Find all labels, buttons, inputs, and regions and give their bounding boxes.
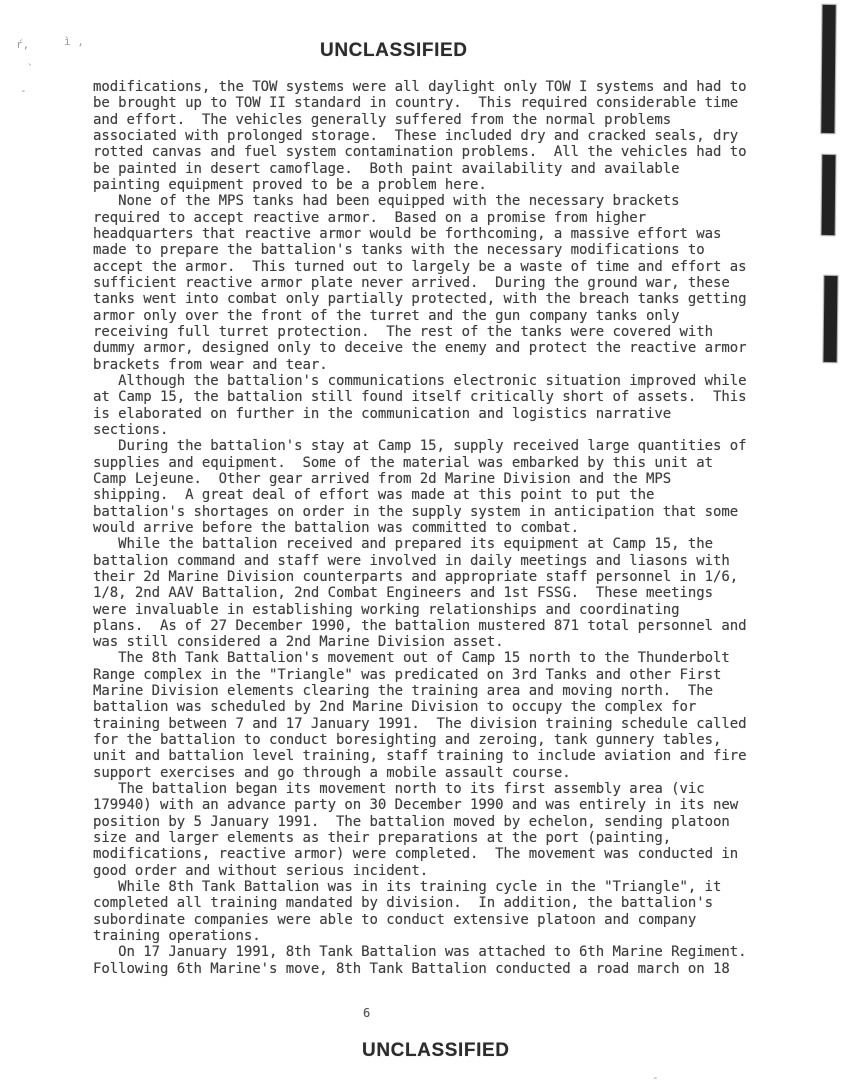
text-line: armor only over the front of the turret and the gun company tanks only — [93, 307, 680, 324]
text-line: training operations. — [93, 928, 261, 945]
redaction-bar — [822, 155, 836, 235]
text-line: battalion command and staff were involved in daily meetings and liasons with — [93, 552, 730, 569]
text-line: unit and battalion level training, staff training to include aviation and fire — [93, 748, 747, 765]
text-line: was still considered a 2nd Marine Division asset. — [93, 634, 504, 651]
text-line: tanks went into combat only partially protected, with the breach tanks getting — [93, 291, 747, 308]
text-line: size and larger elements as their preparations at the port (painting, — [93, 830, 672, 847]
text-line: While the battalion received and prepared its equipment at Camp 15, the — [93, 536, 714, 553]
text-line: position by 5 January 1991. The battalion moved by echelon, sending platoon — [93, 813, 730, 830]
text-line: On 17 January 1991, 8th Tank Battalion was attached to 6th Marine Regiment. — [93, 944, 747, 961]
text-line: Marine Division elements clearing the training area and moving north. The — [93, 683, 714, 700]
text-line: support exercises and go through a mobile assault course. — [93, 764, 571, 781]
text-line: sufficient reactive armor plate never arrived. During the ground war, these — [93, 274, 730, 291]
text-line: and effort. The vehicles generally suffered from the normal problems — [93, 111, 672, 128]
text-line: associated with prolonged storage. These included dry and cracked seals, dry — [93, 127, 739, 144]
text-line: completed all training mandated by division. In addition, the battalion's — [93, 895, 714, 912]
text-line: be brought up to TOW II standard in country. This required considerable time — [93, 95, 739, 112]
text-line: be painted in desert camoflage. Both paint availability and available — [93, 160, 680, 177]
text-line: The 8th Tank Battalion's movement out of Camp 15 north to the Thunderbolt — [93, 650, 730, 667]
classification-footer: UNCLASSIFIED — [362, 1040, 510, 1061]
text-line: training between 7 and 17 January 1991. The division training schedule called — [93, 715, 747, 732]
text-line: painting equipment proved to be a problem here. — [93, 176, 487, 193]
document-body — [93, 79, 793, 977]
text-line: Range complex in the "Triangle" was predicated on 3rd Tanks and other First — [93, 666, 722, 683]
page-number: 6 — [363, 1006, 371, 1020]
text-line: During the battalion's stay at Camp 15, supply received large quantities of — [93, 438, 747, 455]
pencil-mark: - — [652, 1071, 659, 1084]
text-line: supplies and equipment. Some of the material was embarked by this unit at — [93, 454, 714, 471]
text-line: were invaluable in establishing working relationships and coordinating — [93, 601, 680, 618]
text-line: 179940) with an advance party on 30 December 1990 and was entirely in its new — [93, 797, 739, 814]
text-line: headquarters that reactive armor would be forthcoming, a massive effort was — [93, 225, 722, 242]
pencil-mark: ` — [27, 62, 34, 75]
text-line: receiving full turret protection. The rest of the tanks were covered with — [93, 323, 714, 340]
text-line: their 2d Marine Division counterparts and appropriate staff personnel in 1/6, — [93, 568, 739, 585]
pencil-mark: - — [20, 84, 27, 97]
text-line: Following 6th Marine's move, 8th Tank Battalion conducted a road march on 18 — [93, 960, 730, 977]
text-line: would arrive before the battalion was committed to combat. — [93, 519, 579, 536]
text-line: Although the battalion's communications electronic situation improved while — [93, 372, 747, 389]
text-line: While 8th Tank Battalion was in its training cycle in the "Triangle", it — [93, 879, 722, 896]
text-line: 1/8, 2nd AAV Battalion, 2nd Combat Engineers and 1st FSSG. These meetings — [93, 585, 714, 602]
text-line: for the battalion to conduct boresighting and zeroing, tank gunnery tables, — [93, 732, 722, 749]
text-line: battalion's shortages on order in the supply system in anticipation that some — [93, 503, 739, 520]
text-line: rotted canvas and fuel system contamination problems. All the vehicles had to — [93, 144, 747, 161]
text-line: shipping. A great deal of effort was made at this point to put the — [93, 487, 655, 504]
text-line: plans. As of 27 December 1990, the battalion mustered 871 total personnel and — [93, 617, 747, 634]
text-line: Camp Lejeune. Other gear arrived from 2d Marine Division and the MPS — [93, 470, 672, 487]
text-line: accept the armor. This turned out to largely be a waste of time and effort as — [93, 258, 747, 275]
text-line: good order and without serious incident. — [93, 862, 429, 879]
text-line: modifications, reactive armor) were completed. The movement was conducted in — [93, 846, 739, 863]
pencil-mark: ì , — [64, 35, 84, 48]
text-line: required to accept reactive armor. Based on a promise from higher — [93, 209, 646, 226]
redaction-bar — [821, 5, 835, 133]
text-line: None of the MPS tanks had been equipped with the necessary brackets — [93, 193, 680, 210]
text-line: dummy armor, designed only to deceive the enemy and protect the reactive armor — [93, 340, 747, 357]
text-line: sections. — [93, 421, 169, 438]
text-line: The battalion began its movement north to its first assembly area (vic — [93, 781, 705, 798]
text-line: subordinate companies were able to conduct extensive platoon and company — [93, 911, 697, 928]
pencil-mark: ŕ, — [16, 38, 30, 51]
redaction-bar — [824, 276, 838, 362]
text-line: at Camp 15, the battalion still found itself critically short of assets. This — [93, 389, 747, 406]
text-line: battalion was scheduled by 2nd Marine Division to occupy the complex for — [93, 699, 697, 716]
text-line: is elaborated on further in the communication and logistics narrative — [93, 405, 672, 422]
text-line: brackets from wear and tear. — [93, 356, 328, 373]
text-line: modifications, the TOW systems were all daylight only TOW I systems and had to — [93, 79, 747, 95]
text-line: made to prepare the battalion's tanks with the necessary modifications to — [93, 242, 705, 259]
classification-header: UNCLASSIFIED — [320, 40, 468, 61]
